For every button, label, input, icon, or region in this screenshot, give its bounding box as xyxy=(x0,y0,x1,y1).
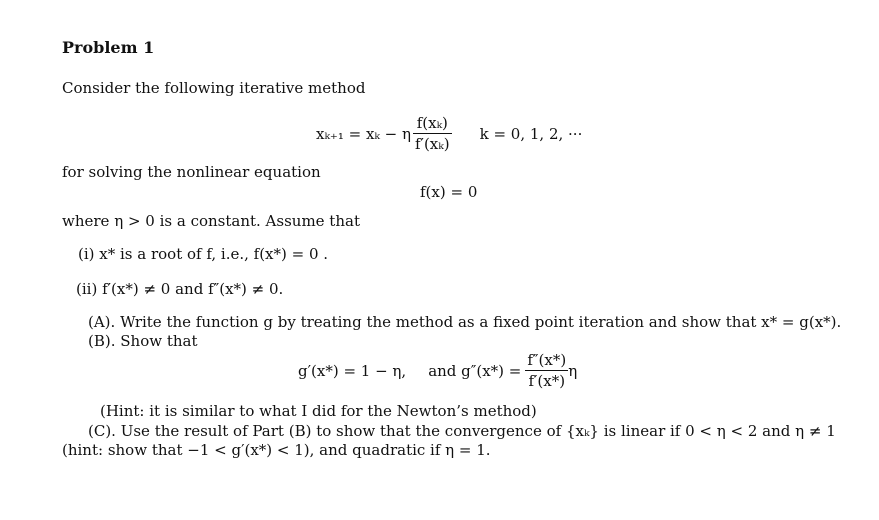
iteration-index-range: k = 0, 1, 2, ··· xyxy=(479,124,583,143)
iteration-fraction xyxy=(413,113,452,154)
iteration-lhs: xₖ₊₁ = xₖ − η xyxy=(316,124,411,143)
problem-title: Problem 1 xyxy=(62,38,155,57)
where-text: where η > 0 is a constant. Assume that xyxy=(62,212,360,230)
g-fraction-numerator: f″(x*) xyxy=(527,351,567,369)
assumption-i: (i) x* is a root of f, i.e., f(x*) = 0 . xyxy=(78,245,329,263)
iteration-denominator: f′(xₖ) xyxy=(415,135,450,153)
iteration-numerator: f(xₖ) xyxy=(413,113,452,134)
hint-b: (Hint: it is similar to what I did for the Newton’s method) xyxy=(100,402,537,420)
show-equation xyxy=(298,350,577,391)
part-a: (A). Write the function g by treating the method as a fixed point iteration and show that x* = g(x*). xyxy=(88,313,842,331)
assumption-ii: (ii) f′(x*) ≠ 0 and f″(x*) ≠ 0. xyxy=(76,280,284,298)
g-double-prime-fraction xyxy=(525,350,568,391)
g-prime-expression: g′(x*) = 1 − η, xyxy=(298,361,407,380)
iteration-formula xyxy=(316,113,582,154)
target-equation: f(x) = 0 xyxy=(420,183,478,201)
intro-text: Consider the following iterative method xyxy=(62,79,366,97)
part-c-line1: (C). Use the result of Part (B) to show that the convergence of {xₖ} is linear if 0 < η < 2 and η ≠ 1 xyxy=(88,422,836,440)
eta-symbol: η xyxy=(568,361,578,380)
solving-text: for solving the nonlinear equation xyxy=(62,163,321,181)
g-fraction-denominator: f′(x*) xyxy=(528,372,566,390)
and-text: and g″(x*) = xyxy=(428,361,522,380)
part-b: (B). Show that xyxy=(88,332,198,350)
part-c-line2: (hint: show that −1 < g′(x*) < 1), and quadratic if η = 1. xyxy=(62,441,491,459)
